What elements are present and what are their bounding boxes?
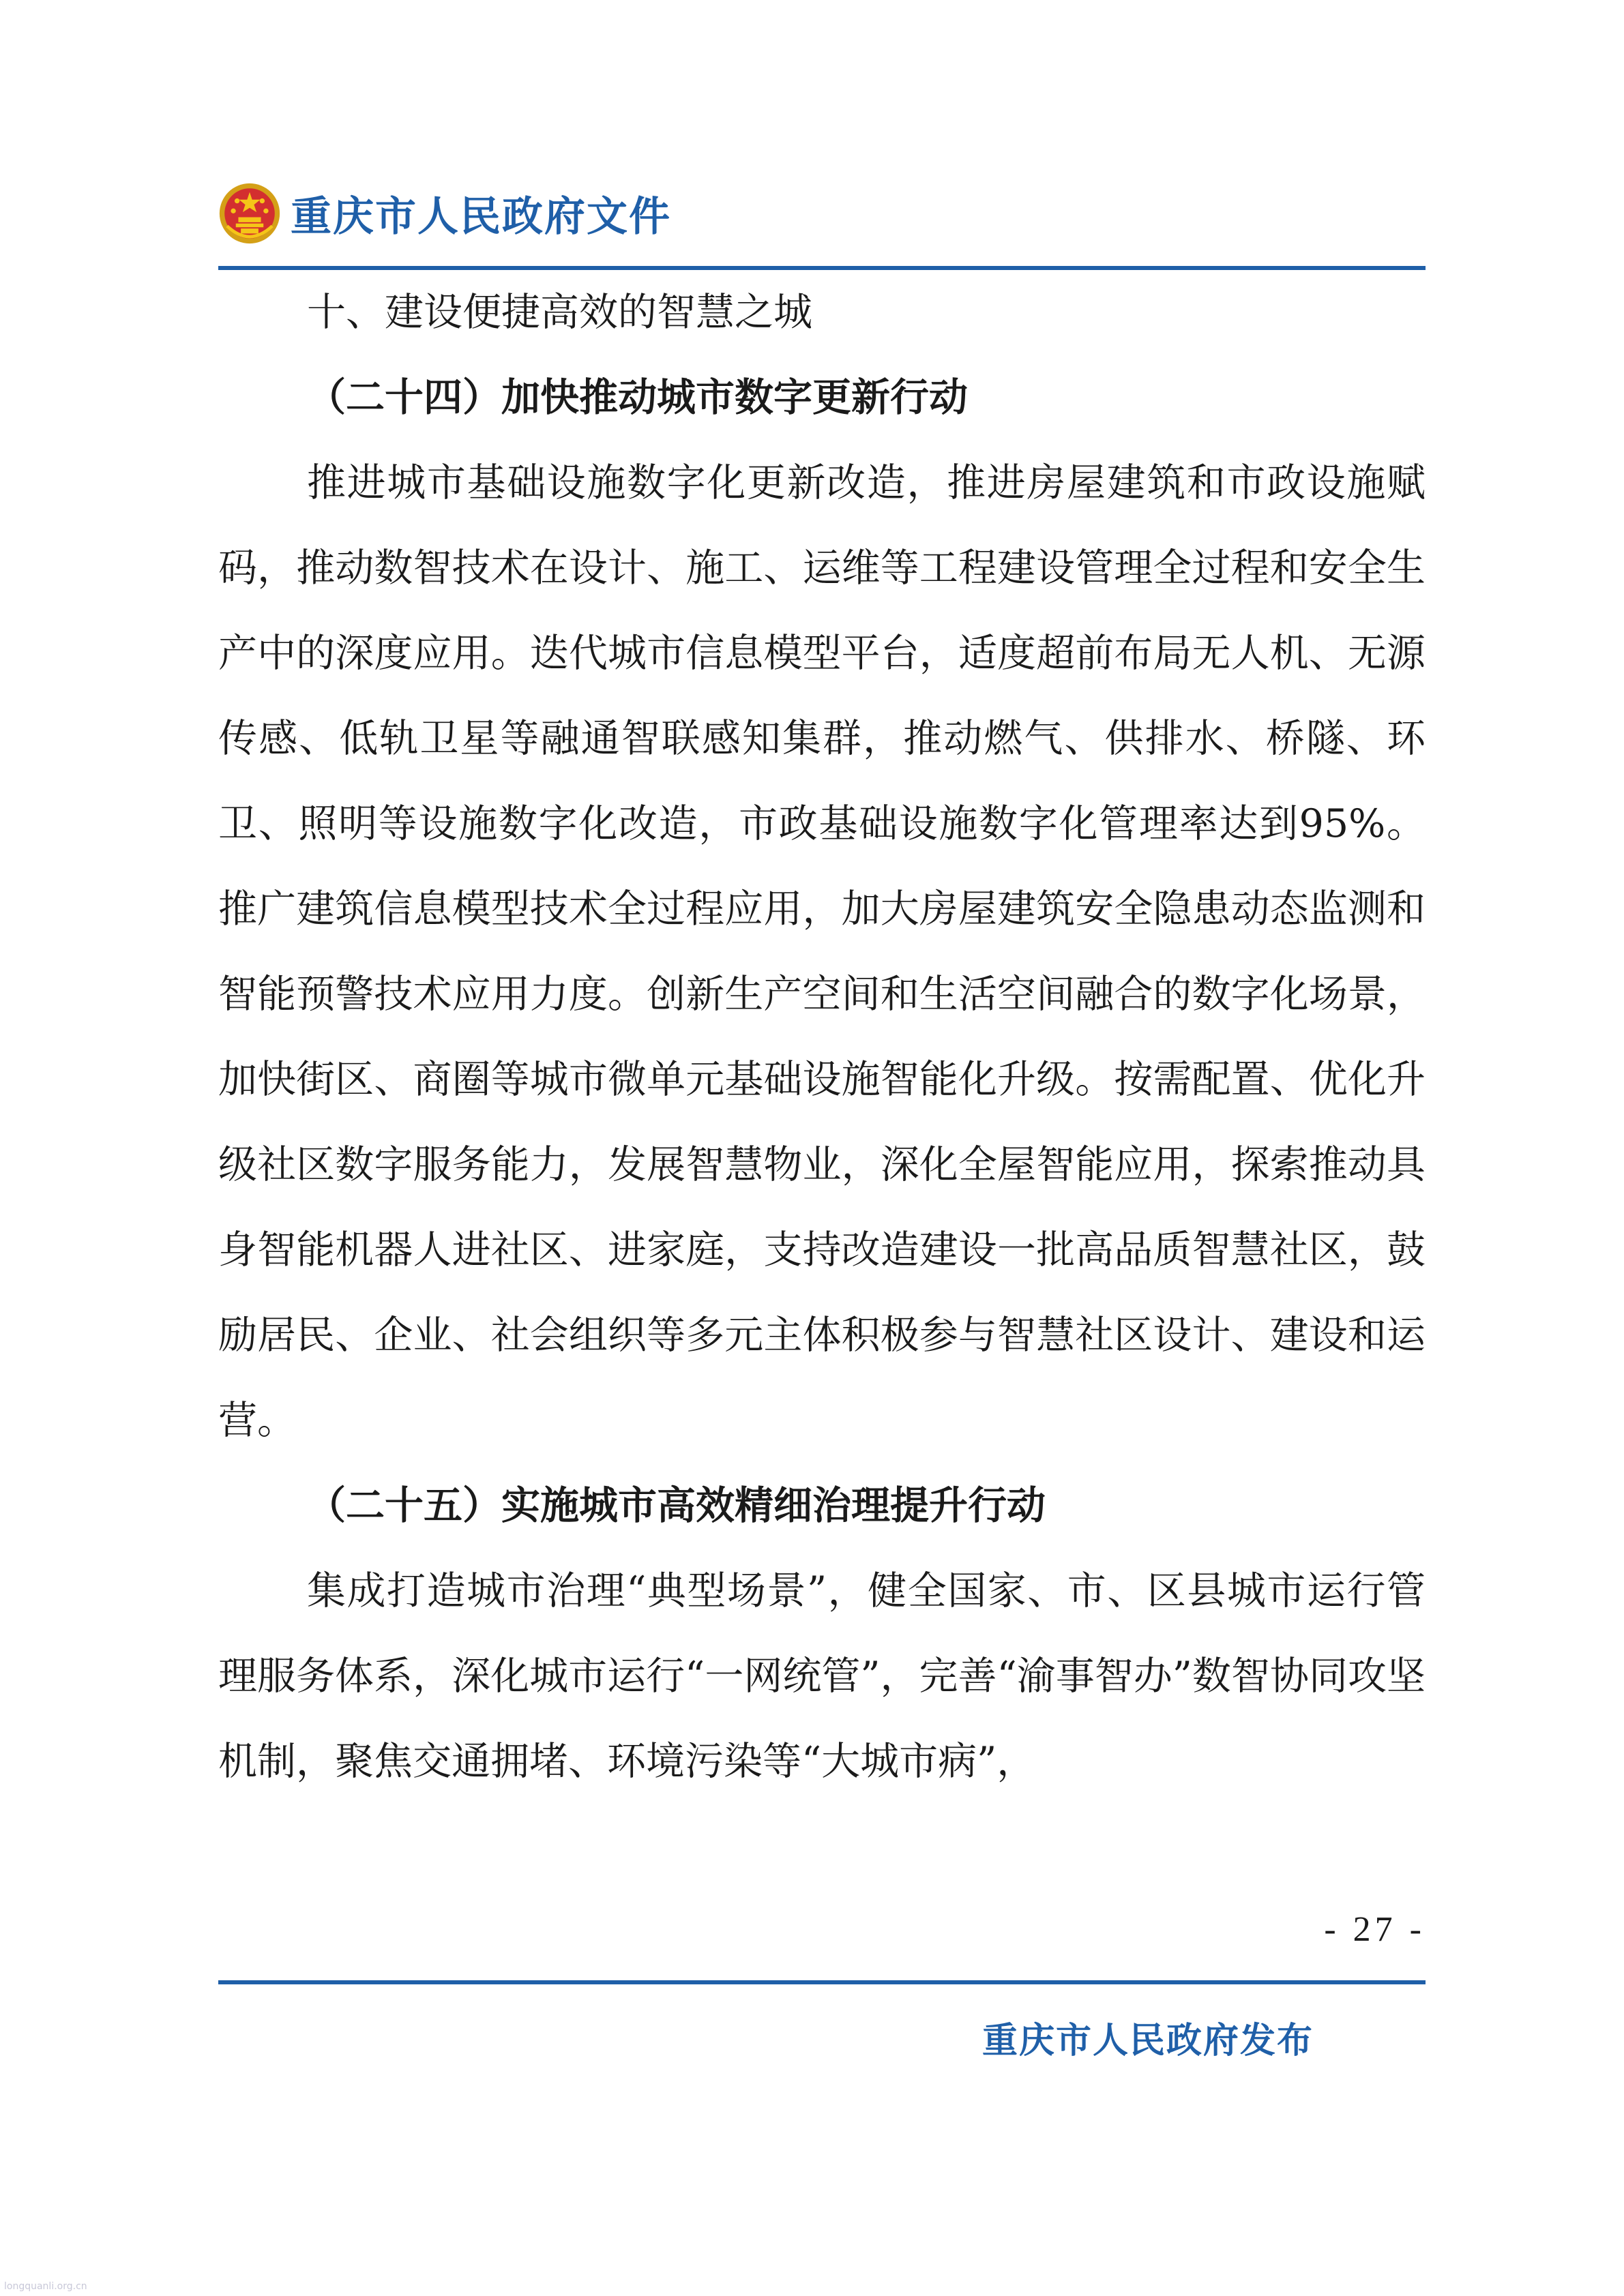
page-number: - 27 - xyxy=(1324,1910,1426,1949)
footer-divider xyxy=(218,1980,1426,1984)
document-header xyxy=(218,176,671,251)
document-title: 重庆市人民政府文件 xyxy=(291,193,671,241)
document-body xyxy=(218,270,1426,1804)
paragraph-25: 集成打造城市治理“典型场景”，健全国家、市、区县城市运行管理服务体系，深化城市运行“一网统管”，完善“渝事智办”数智协同攻坚机制，聚焦交通拥堵、环境污染等“大城市病”， xyxy=(218,1568,1426,1784)
watermark: longquanli.org.cn xyxy=(4,2281,87,2292)
national-emblem-icon xyxy=(218,182,281,245)
paragraph-24: 推进城市基础设施数字化更新改造，推进房屋建筑和市政设施赋码，推动数智技术在设计、施工、运维等工程建设管理全过程和安全生产中的深度应用。迭代城市信息模型平台，适度超前布局无人机、无源传感、低轨卫星等融通智联感知集群，推动燃气、供排水、桥隧、环卫、照明等设施数字化改造，市政基础设施数字化管理率达到95%。推广建筑信息模型技术全过程应用，加大房屋建筑安全隐患动态监测和智能预警技术应用力度。创新生产空间和生活空间融合的数字化场景，加快街区、商圈等城市微单元基础设施智能化升级。按需配置、优化升级社区数字服务能力，发展智慧物业，深化全屋智能应用，探索推动具身智能机器人进社区、进家庭，支持改造建设一批高品质智慧社区，鼓励居民、企业、社会组织等多元主体积极参与智慧社区设计、建设和运营。 xyxy=(218,460,1426,1443)
publisher-label: 重庆市人民政府发布 xyxy=(982,2020,1314,2061)
subsection-heading-25: （二十五）实施城市高效精细治理提升行动 xyxy=(307,1483,1046,1528)
subsection-heading-24: （二十四）加快推动城市数字更新行动 xyxy=(307,375,968,420)
section-heading: 十、建设便捷高效的智慧之城 xyxy=(307,290,812,335)
